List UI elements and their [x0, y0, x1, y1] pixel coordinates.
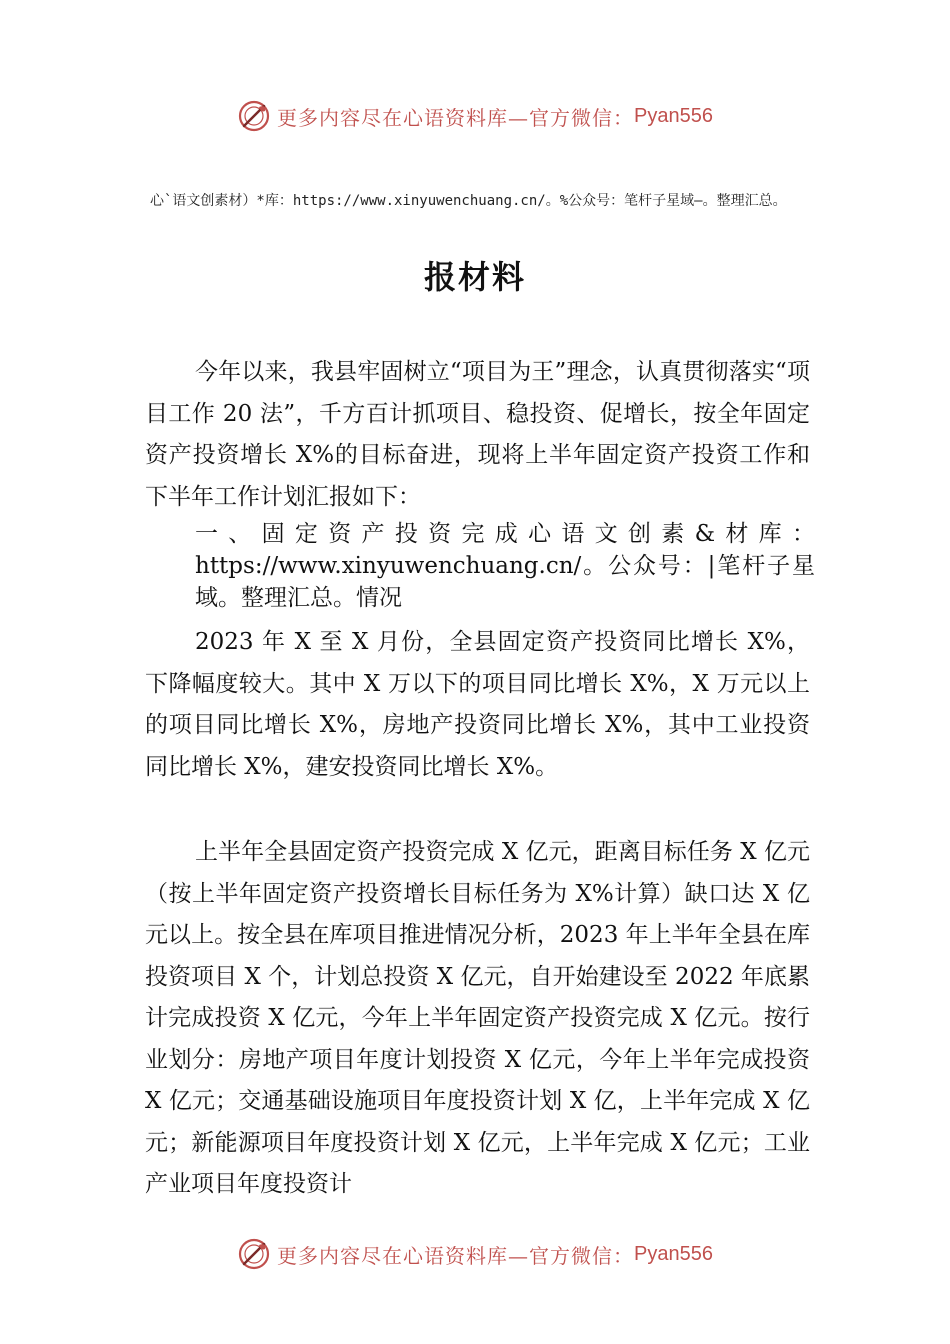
wechat-id: Pyan556: [634, 104, 713, 127]
footer-banner: [0, 1232, 950, 1276]
quill-seal-icon: [237, 1237, 271, 1271]
paragraph-growth: 2023 年 X 至 X 月份，全县固定资产投资同比增长 X%， 下降幅度较大。其中 X 万以下的项目同比增长 X%，X 万元以上的项目同比增长 X%，房地产投资同比增长 X%，其中工业投资同比增长 X%，建安投资同比增长 X%。: [145, 629, 810, 780]
banner-text: 更多内容尽在心语资料库—官方微信：: [277, 1243, 635, 1268]
banner-text: 更多内容尽在心语资料库—官方微信：: [277, 105, 635, 130]
source-note: 心`语文创素材）*库：https://www.xinyuwenchuang.cn/。%公众号：笔杆子星域—。整理汇总。: [150, 193, 787, 209]
paragraph-intro: 今年以来，我县牢固树立“项目为王”理念，认真贯彻落实“项目工作 20 法”，千方百计抓项目、稳投资、促增长，按全年固定资产投资增长 X%的目标奋进，现将上半年固定资产投资工作和下半年工作计划汇报如下：: [145, 359, 810, 510]
header-banner: [0, 94, 950, 138]
paragraph-completion: 上半年全县固定资产投资完成 X 亿元，距离目标任务 X 亿元（按上半年固定资产投资增长目标任务为 X%计算）缺口达 X 亿元以上。按全县在库项目推进情况分析，2023 年上半年全县在库投资项目 X 个，计划总投资 X 亿元，自开始建设至 2022 年底累计完成投资 X 亿元，今年上半年固定资产投资完成 X 亿元。按行业划分：房地产项目年度计划投资 X 亿元，今年上半年完成投资 X 亿元；交通基础设施项目年度投资计划 X 亿，上半年完成 X 亿元；新能源项目年度投资计划 X 亿元，上半年完成 X 亿元；工业产业项目年度投资计: [145, 839, 810, 1197]
document-title: 报材料: [423, 258, 526, 296]
wechat-id: Pyan556: [634, 1242, 713, 1265]
quill-seal-icon: [237, 99, 271, 133]
section-heading: 一、固定资产投资完成心语文创素&材库：https://www.xinyuwenchuang.cn/。公众号：|笔杆子星域。整理汇总。情况: [195, 521, 815, 611]
